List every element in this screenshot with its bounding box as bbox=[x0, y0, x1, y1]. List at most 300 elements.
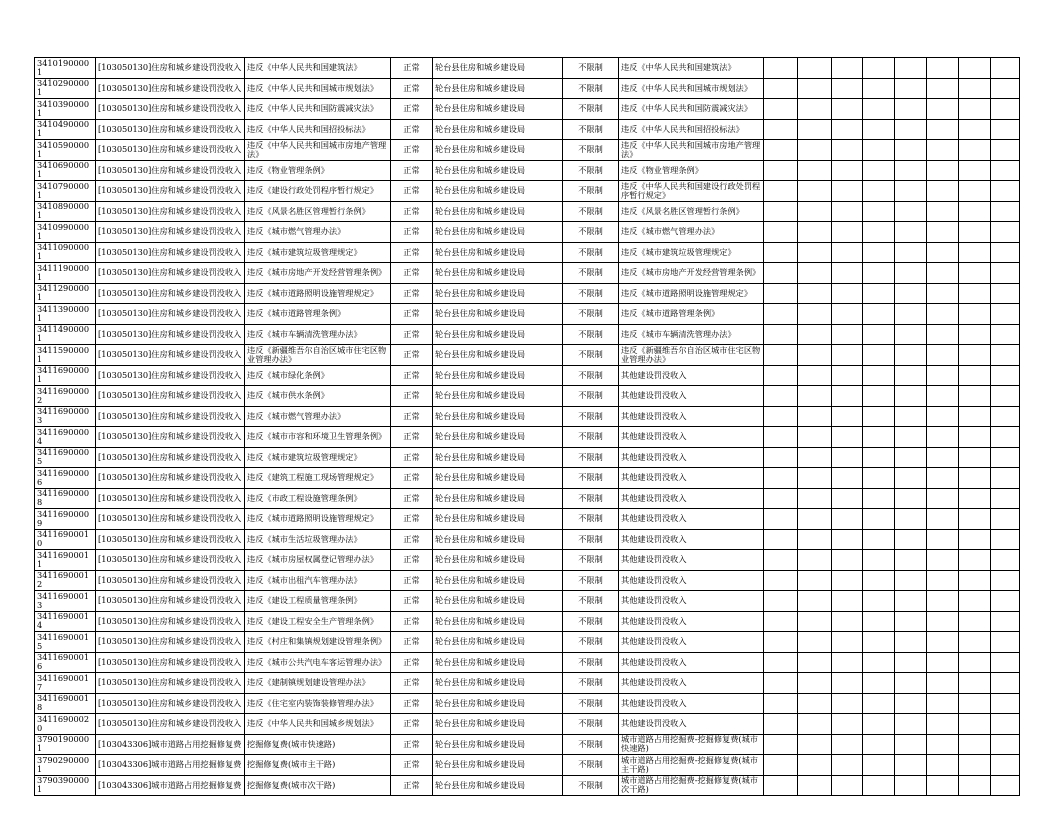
limit-cell: 不限制 bbox=[563, 58, 619, 79]
limit-cell: 不限制 bbox=[563, 242, 619, 263]
department-cell: 轮台县住房和城乡建设局 bbox=[433, 345, 563, 366]
empty-cell bbox=[895, 447, 927, 468]
empty-cell bbox=[832, 611, 863, 632]
empty-cell bbox=[798, 714, 832, 735]
empty-cell bbox=[863, 386, 895, 407]
table-row bbox=[35, 611, 1020, 632]
item-code-cell: 34116900012 bbox=[35, 570, 96, 591]
empty-cell bbox=[927, 652, 959, 673]
empty-cell bbox=[764, 714, 798, 735]
empty-cell bbox=[895, 140, 927, 161]
revenue-item-cell: [103050130]住房和城乡建设罚没收入 bbox=[96, 140, 245, 161]
item-code-cell: 34114900001 bbox=[35, 324, 96, 345]
empty-cell bbox=[959, 78, 991, 99]
empty-cell bbox=[895, 755, 927, 776]
status-cell: 正常 bbox=[391, 652, 433, 673]
empty-cell bbox=[764, 201, 798, 222]
empty-cell bbox=[991, 324, 1020, 345]
empty-cell bbox=[959, 304, 991, 325]
description-cell: 其他建设罚没收入 bbox=[619, 550, 764, 571]
description-cell: 其他建设罚没收入 bbox=[619, 509, 764, 530]
empty-cell bbox=[895, 181, 927, 202]
table-row bbox=[35, 304, 1020, 325]
description-cell: 其他建设罚没收入 bbox=[619, 488, 764, 509]
empty-cell bbox=[895, 365, 927, 386]
table-row bbox=[35, 222, 1020, 243]
empty-cell bbox=[991, 570, 1020, 591]
empty-cell bbox=[895, 673, 927, 694]
legal-basis-cell: 违反《物业管理条例》 bbox=[245, 160, 391, 181]
empty-cell bbox=[798, 99, 832, 120]
revenue-item-cell: [103050130]住房和城乡建设罚没收入 bbox=[96, 591, 245, 612]
empty-cell bbox=[991, 447, 1020, 468]
empty-cell bbox=[798, 386, 832, 407]
limit-cell: 不限制 bbox=[563, 365, 619, 386]
status-cell: 正常 bbox=[391, 447, 433, 468]
revenue-item-cell: [103050130]住房和城乡建设罚没收入 bbox=[96, 78, 245, 99]
limit-cell: 不限制 bbox=[563, 140, 619, 161]
empty-cell bbox=[832, 632, 863, 653]
department-cell: 轮台县住房和城乡建设局 bbox=[433, 570, 563, 591]
legal-basis-cell: 违反《城市生活垃圾管理办法》 bbox=[245, 529, 391, 550]
revenue-item-cell: [103050130]住房和城乡建设罚没收入 bbox=[96, 529, 245, 550]
empty-cell bbox=[927, 755, 959, 776]
empty-cell bbox=[991, 406, 1020, 427]
limit-cell: 不限制 bbox=[563, 591, 619, 612]
status-cell: 正常 bbox=[391, 693, 433, 714]
empty-cell bbox=[863, 160, 895, 181]
empty-cell bbox=[798, 775, 832, 796]
legal-basis-cell: 违反《村庄和集镇规划建设管理条例》 bbox=[245, 632, 391, 653]
empty-cell bbox=[832, 714, 863, 735]
limit-cell: 不限制 bbox=[563, 201, 619, 222]
empty-cell bbox=[927, 509, 959, 530]
empty-cell bbox=[991, 99, 1020, 120]
department-cell: 轮台县住房和城乡建设局 bbox=[433, 386, 563, 407]
empty-cell bbox=[863, 181, 895, 202]
empty-cell bbox=[863, 591, 895, 612]
legal-basis-cell: 违反《城市绿化条例》 bbox=[245, 365, 391, 386]
empty-cell bbox=[798, 222, 832, 243]
department-cell: 轮台县住房和城乡建设局 bbox=[433, 427, 563, 448]
empty-cell bbox=[798, 304, 832, 325]
empty-cell bbox=[959, 242, 991, 263]
legal-basis-cell: 违反《城市建筑垃圾管理规定》 bbox=[245, 447, 391, 468]
status-cell: 正常 bbox=[391, 99, 433, 120]
empty-cell bbox=[832, 119, 863, 140]
empty-cell bbox=[991, 755, 1020, 776]
legal-basis-cell: 违反《城市建筑垃圾管理规定》 bbox=[245, 242, 391, 263]
item-code-cell: 34107900001 bbox=[35, 181, 96, 202]
empty-cell bbox=[832, 427, 863, 448]
empty-cell bbox=[895, 611, 927, 632]
empty-cell bbox=[991, 611, 1020, 632]
empty-cell bbox=[764, 591, 798, 612]
empty-cell bbox=[798, 119, 832, 140]
empty-cell bbox=[832, 140, 863, 161]
empty-cell bbox=[895, 427, 927, 448]
department-cell: 轮台县住房和城乡建设局 bbox=[433, 78, 563, 99]
revenue-item-cell: [103050130]住房和城乡建设罚没收入 bbox=[96, 570, 245, 591]
legal-basis-cell: 违反《中华人民共和国招投标法》 bbox=[245, 119, 391, 140]
empty-cell bbox=[927, 734, 959, 755]
status-cell: 正常 bbox=[391, 386, 433, 407]
empty-cell bbox=[991, 550, 1020, 571]
empty-cell bbox=[798, 365, 832, 386]
legal-basis-cell: 违反《中华人民共和国城市规划法》 bbox=[245, 78, 391, 99]
legal-basis-cell: 违反《中华人民共和国城乡规划法》 bbox=[245, 714, 391, 735]
description-cell: 其他建设罚没收入 bbox=[619, 652, 764, 673]
empty-cell bbox=[798, 181, 832, 202]
empty-cell bbox=[959, 140, 991, 161]
legal-basis-cell: 违反《建设工程安全生产管理条例》 bbox=[245, 611, 391, 632]
revenue-item-cell: [103050130]住房和城乡建设罚没收入 bbox=[96, 365, 245, 386]
table-row bbox=[35, 119, 1020, 140]
description-cell: 其他建设罚没收入 bbox=[619, 468, 764, 489]
empty-cell bbox=[991, 304, 1020, 325]
table-row bbox=[35, 734, 1020, 755]
department-cell: 轮台县住房和城乡建设局 bbox=[433, 119, 563, 140]
status-cell: 正常 bbox=[391, 755, 433, 776]
empty-cell bbox=[927, 222, 959, 243]
limit-cell: 不限制 bbox=[563, 283, 619, 304]
empty-cell bbox=[798, 160, 832, 181]
item-code-cell: 34116900013 bbox=[35, 591, 96, 612]
empty-cell bbox=[991, 427, 1020, 448]
description-cell: 违反《中华人民共和国城市规划法》 bbox=[619, 78, 764, 99]
description-cell: 违反《中华人民共和国城市房地产管理法》 bbox=[619, 140, 764, 161]
empty-cell bbox=[764, 652, 798, 673]
item-code-cell: 34116900001 bbox=[35, 365, 96, 386]
department-cell: 轮台县住房和城乡建设局 bbox=[433, 673, 563, 694]
legal-basis-cell: 挖掘修复费(城市快速路) bbox=[245, 734, 391, 755]
empty-cell bbox=[832, 365, 863, 386]
limit-cell: 不限制 bbox=[563, 693, 619, 714]
status-cell: 正常 bbox=[391, 345, 433, 366]
limit-cell: 不限制 bbox=[563, 570, 619, 591]
empty-cell bbox=[863, 775, 895, 796]
revenue-item-cell: [103050130]住房和城乡建设罚没收入 bbox=[96, 406, 245, 427]
description-cell: 违反《城市道路照明设施管理规定》 bbox=[619, 283, 764, 304]
empty-cell bbox=[832, 652, 863, 673]
empty-cell bbox=[798, 755, 832, 776]
empty-cell bbox=[764, 427, 798, 448]
legal-basis-cell: 违反《城市道路照明设施管理规定》 bbox=[245, 509, 391, 530]
legal-basis-cell: 违反《市政工程设施管理条例》 bbox=[245, 488, 391, 509]
empty-cell bbox=[764, 160, 798, 181]
empty-cell bbox=[863, 406, 895, 427]
empty-cell bbox=[927, 693, 959, 714]
empty-cell bbox=[863, 488, 895, 509]
revenue-item-cell: [103050130]住房和城乡建设罚没收入 bbox=[96, 201, 245, 222]
revenue-item-cell: [103050130]住房和城乡建设罚没收入 bbox=[96, 550, 245, 571]
empty-cell bbox=[927, 201, 959, 222]
limit-cell: 不限制 bbox=[563, 447, 619, 468]
revenue-item-cell: [103050130]住房和城乡建设罚没收入 bbox=[96, 242, 245, 263]
limit-cell: 不限制 bbox=[563, 119, 619, 140]
empty-cell bbox=[927, 488, 959, 509]
status-cell: 正常 bbox=[391, 714, 433, 735]
description-cell: 其他建设罚没收入 bbox=[619, 447, 764, 468]
status-cell: 正常 bbox=[391, 734, 433, 755]
table-row bbox=[35, 529, 1020, 550]
empty-cell bbox=[832, 550, 863, 571]
empty-cell bbox=[798, 509, 832, 530]
empty-cell bbox=[927, 570, 959, 591]
empty-cell bbox=[832, 406, 863, 427]
empty-cell bbox=[895, 345, 927, 366]
table-row bbox=[35, 406, 1020, 427]
revenue-item-cell: [103050130]住房和城乡建设罚没收入 bbox=[96, 509, 245, 530]
legal-basis-cell: 违反《建制镇规划建设管理办法》 bbox=[245, 673, 391, 694]
table-row bbox=[35, 570, 1020, 591]
empty-cell bbox=[959, 119, 991, 140]
description-cell: 其他建设罚没收入 bbox=[619, 611, 764, 632]
description-cell: 违反《中华人民共和国招投标法》 bbox=[619, 119, 764, 140]
description-cell: 违反《中华人民共和国建筑法》 bbox=[619, 58, 764, 79]
status-cell: 正常 bbox=[391, 119, 433, 140]
empty-cell bbox=[895, 570, 927, 591]
limit-cell: 不限制 bbox=[563, 488, 619, 509]
department-cell: 轮台县住房和城乡建设局 bbox=[433, 529, 563, 550]
table-row bbox=[35, 263, 1020, 284]
table-row bbox=[35, 447, 1020, 468]
empty-cell bbox=[895, 201, 927, 222]
revenue-item-cell: [103050130]住房和城乡建设罚没收入 bbox=[96, 58, 245, 79]
legal-basis-cell: 违反《城市燃气管理办法》 bbox=[245, 406, 391, 427]
status-cell: 正常 bbox=[391, 488, 433, 509]
empty-cell bbox=[991, 632, 1020, 653]
empty-cell bbox=[991, 693, 1020, 714]
item-code-cell: 34116900010 bbox=[35, 529, 96, 550]
limit-cell: 不限制 bbox=[563, 714, 619, 735]
empty-cell bbox=[895, 283, 927, 304]
empty-cell bbox=[959, 99, 991, 120]
status-cell: 正常 bbox=[391, 181, 433, 202]
empty-cell bbox=[959, 570, 991, 591]
empty-cell bbox=[863, 693, 895, 714]
description-cell: 违反《城市车辆清洗管理办法》 bbox=[619, 324, 764, 345]
department-cell: 轮台县住房和城乡建设局 bbox=[433, 550, 563, 571]
item-code-cell: 34116900008 bbox=[35, 488, 96, 509]
department-cell: 轮台县住房和城乡建设局 bbox=[433, 488, 563, 509]
empty-cell bbox=[764, 632, 798, 653]
revenue-item-cell: [103050130]住房和城乡建设罚没收入 bbox=[96, 488, 245, 509]
empty-cell bbox=[832, 570, 863, 591]
item-code-cell: 34115900001 bbox=[35, 345, 96, 366]
legal-basis-cell: 违反《城市房地产开发经营管理条例》 bbox=[245, 263, 391, 284]
empty-cell bbox=[832, 304, 863, 325]
item-code-cell: 37903900001 bbox=[35, 775, 96, 796]
empty-cell bbox=[927, 119, 959, 140]
status-cell: 正常 bbox=[391, 632, 433, 653]
empty-cell bbox=[764, 529, 798, 550]
department-cell: 轮台县住房和城乡建设局 bbox=[433, 222, 563, 243]
empty-cell bbox=[863, 222, 895, 243]
empty-cell bbox=[895, 406, 927, 427]
empty-cell bbox=[798, 570, 832, 591]
revenue-item-cell: [103050130]住房和城乡建设罚没收入 bbox=[96, 447, 245, 468]
empty-cell bbox=[959, 345, 991, 366]
limit-cell: 不限制 bbox=[563, 222, 619, 243]
table-row bbox=[35, 673, 1020, 694]
empty-cell bbox=[991, 488, 1020, 509]
empty-cell bbox=[863, 611, 895, 632]
legal-basis-cell: 违反《建设工程质量管理条例》 bbox=[245, 591, 391, 612]
empty-cell bbox=[895, 304, 927, 325]
empty-cell bbox=[991, 652, 1020, 673]
table-row bbox=[35, 201, 1020, 222]
empty-cell bbox=[832, 447, 863, 468]
item-code-cell: 34116900016 bbox=[35, 652, 96, 673]
empty-cell bbox=[764, 570, 798, 591]
empty-cell bbox=[764, 78, 798, 99]
table-row bbox=[35, 242, 1020, 263]
item-code-cell: 34116900004 bbox=[35, 427, 96, 448]
empty-cell bbox=[991, 345, 1020, 366]
status-cell: 正常 bbox=[391, 468, 433, 489]
item-code-cell: 34116900009 bbox=[35, 509, 96, 530]
empty-cell bbox=[895, 550, 927, 571]
empty-cell bbox=[863, 283, 895, 304]
item-code-cell: 34110900001 bbox=[35, 242, 96, 263]
legal-basis-cell: 违反《中华人民共和国防震减灾法》 bbox=[245, 99, 391, 120]
empty-cell bbox=[764, 386, 798, 407]
revenue-item-cell: [103050130]住房和城乡建设罚没收入 bbox=[96, 427, 245, 448]
empty-cell bbox=[764, 99, 798, 120]
department-cell: 轮台县住房和城乡建设局 bbox=[433, 775, 563, 796]
item-code-cell: 34116900015 bbox=[35, 632, 96, 653]
status-cell: 正常 bbox=[391, 160, 433, 181]
empty-cell bbox=[895, 529, 927, 550]
item-code-cell: 34103900001 bbox=[35, 99, 96, 120]
table-row bbox=[35, 386, 1020, 407]
status-cell: 正常 bbox=[391, 324, 433, 345]
empty-cell bbox=[764, 304, 798, 325]
limit-cell: 不限制 bbox=[563, 529, 619, 550]
empty-cell bbox=[798, 58, 832, 79]
limit-cell: 不限制 bbox=[563, 78, 619, 99]
empty-cell bbox=[832, 386, 863, 407]
empty-cell bbox=[927, 58, 959, 79]
department-cell: 轮台县住房和城乡建设局 bbox=[433, 283, 563, 304]
empty-cell bbox=[764, 242, 798, 263]
empty-cell bbox=[927, 611, 959, 632]
empty-cell bbox=[895, 632, 927, 653]
limit-cell: 不限制 bbox=[563, 345, 619, 366]
empty-cell bbox=[863, 529, 895, 550]
department-cell: 轮台县住房和城乡建设局 bbox=[433, 242, 563, 263]
table-row bbox=[35, 283, 1020, 304]
table-row bbox=[35, 652, 1020, 673]
table-row bbox=[35, 693, 1020, 714]
empty-cell bbox=[798, 673, 832, 694]
empty-cell bbox=[991, 181, 1020, 202]
empty-cell bbox=[798, 345, 832, 366]
legal-basis-cell: 违反《城市出租汽车管理办法》 bbox=[245, 570, 391, 591]
department-cell: 轮台县住房和城乡建设局 bbox=[433, 693, 563, 714]
empty-cell bbox=[863, 570, 895, 591]
empty-cell bbox=[764, 509, 798, 530]
empty-cell bbox=[959, 427, 991, 448]
status-cell: 正常 bbox=[391, 427, 433, 448]
revenue-item-cell: [103050130]住房和城乡建设罚没收入 bbox=[96, 345, 245, 366]
empty-cell bbox=[863, 58, 895, 79]
revenue-item-cell: [103050130]住房和城乡建设罚没收入 bbox=[96, 283, 245, 304]
legal-basis-cell: 违反《城市燃气管理办法》 bbox=[245, 222, 391, 243]
empty-cell bbox=[863, 652, 895, 673]
revenue-item-cell: [103050130]住房和城乡建设罚没收入 bbox=[96, 99, 245, 120]
empty-cell bbox=[991, 201, 1020, 222]
empty-cell bbox=[798, 263, 832, 284]
empty-cell bbox=[927, 427, 959, 448]
description-cell: 违反《风景名胜区管理暂行条例》 bbox=[619, 201, 764, 222]
description-cell: 违反《城市道路管理条例》 bbox=[619, 304, 764, 325]
description-cell: 其他建设罚没收入 bbox=[619, 693, 764, 714]
department-cell: 轮台县住房和城乡建设局 bbox=[433, 447, 563, 468]
empty-cell bbox=[927, 550, 959, 571]
empty-cell bbox=[895, 58, 927, 79]
empty-cell bbox=[798, 140, 832, 161]
department-cell: 轮台县住房和城乡建设局 bbox=[433, 160, 563, 181]
empty-cell bbox=[959, 652, 991, 673]
department-cell: 轮台县住房和城乡建设局 bbox=[433, 58, 563, 79]
empty-cell bbox=[832, 242, 863, 263]
limit-cell: 不限制 bbox=[563, 427, 619, 448]
empty-cell bbox=[959, 160, 991, 181]
empty-cell bbox=[959, 447, 991, 468]
description-cell: 城市道路占用挖掘费-挖掘修复费(城市主干路) bbox=[619, 755, 764, 776]
item-code-cell: 34116900002 bbox=[35, 386, 96, 407]
empty-cell bbox=[798, 283, 832, 304]
revenue-item-cell: [103050130]住房和城乡建设罚没收入 bbox=[96, 693, 245, 714]
empty-cell bbox=[959, 222, 991, 243]
empty-cell bbox=[991, 509, 1020, 530]
department-cell: 轮台县住房和城乡建设局 bbox=[433, 99, 563, 120]
empty-cell bbox=[895, 509, 927, 530]
legal-basis-cell: 违反《建筑工程施工现场管理规定》 bbox=[245, 468, 391, 489]
empty-cell bbox=[991, 714, 1020, 735]
empty-cell bbox=[895, 468, 927, 489]
limit-cell: 不限制 bbox=[563, 652, 619, 673]
empty-cell bbox=[798, 242, 832, 263]
empty-cell bbox=[863, 365, 895, 386]
empty-cell bbox=[832, 324, 863, 345]
item-code-cell: 34104900001 bbox=[35, 119, 96, 140]
table-row bbox=[35, 632, 1020, 653]
table-row bbox=[35, 58, 1020, 79]
empty-cell bbox=[895, 652, 927, 673]
legal-basis-cell: 违反《城市车辆清洗管理办法》 bbox=[245, 324, 391, 345]
empty-cell bbox=[991, 140, 1020, 161]
limit-cell: 不限制 bbox=[563, 99, 619, 120]
legal-basis-cell: 挖掘修复费(城市次干路) bbox=[245, 775, 391, 796]
empty-cell bbox=[991, 58, 1020, 79]
empty-cell bbox=[832, 345, 863, 366]
empty-cell bbox=[798, 693, 832, 714]
empty-cell bbox=[927, 242, 959, 263]
empty-cell bbox=[798, 611, 832, 632]
table-body bbox=[35, 58, 1020, 796]
empty-cell bbox=[991, 775, 1020, 796]
empty-cell bbox=[863, 99, 895, 120]
table-row bbox=[35, 365, 1020, 386]
empty-cell bbox=[991, 78, 1020, 99]
revenue-item-cell: [103043306]城市道路占用挖掘修复费 bbox=[96, 734, 245, 755]
empty-cell bbox=[764, 755, 798, 776]
revenue-item-cell: [103050130]住房和城乡建设罚没收入 bbox=[96, 673, 245, 694]
description-cell: 其他建设罚没收入 bbox=[619, 673, 764, 694]
